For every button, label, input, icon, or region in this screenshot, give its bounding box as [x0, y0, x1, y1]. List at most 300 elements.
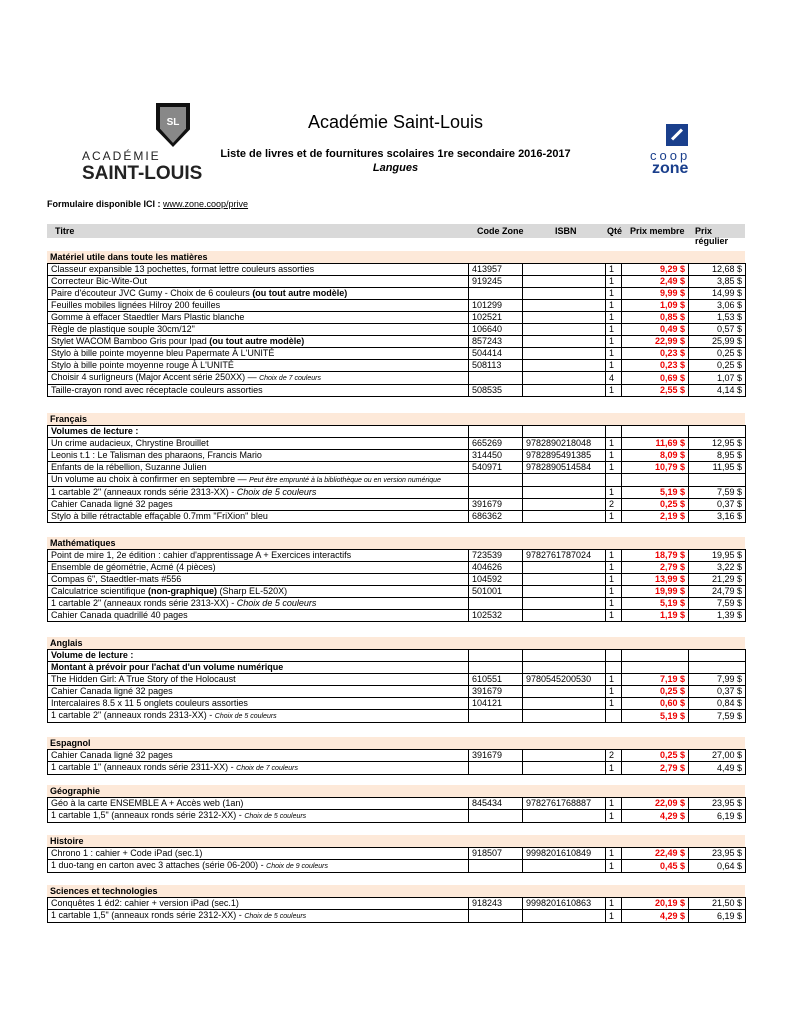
- section-title: Anglais: [47, 637, 745, 649]
- item-regular-price: 0,25 $: [689, 348, 746, 360]
- item-member-price: 9,99 $: [622, 288, 689, 300]
- item-code: 665269: [469, 438, 523, 450]
- item-regular-price: 1,07 $: [689, 372, 746, 385]
- table-row: [48, 762, 746, 775]
- item-member-price: 0,60 $: [622, 698, 689, 710]
- item-member-price: 2,55 $: [622, 385, 689, 397]
- item-code: 508535: [469, 385, 523, 397]
- item-member-price: [622, 650, 689, 662]
- item-qty: 1: [606, 610, 622, 622]
- item-isbn: [523, 511, 606, 523]
- item-member-price: 20,19 $: [622, 898, 689, 910]
- table-row: [48, 750, 746, 762]
- item-isbn: [523, 276, 606, 288]
- item-qty: 1: [606, 686, 622, 698]
- item-title: Volume de lecture :: [48, 650, 469, 662]
- item-qty: 1: [606, 385, 622, 397]
- item-qty: 1: [606, 312, 622, 324]
- coop-word: coop: [650, 148, 691, 163]
- table-row: [48, 487, 746, 499]
- item-title: Cahier Canada quadrillé 40 pages: [48, 610, 469, 622]
- item-code: [469, 372, 523, 385]
- item-code: 845434: [469, 798, 523, 810]
- item-isbn: [523, 562, 606, 574]
- section-title: Géographie: [47, 785, 745, 797]
- table-row: [48, 348, 746, 360]
- section: [47, 537, 745, 622]
- item-member-price: 2,79 $: [622, 562, 689, 574]
- item-title: Un crime audacieux, Chrystine Brouillet: [48, 438, 469, 450]
- page-subtitle: Liste de livres et de fournitures scolaires 1re secondaire 2016-2017: [220, 148, 571, 160]
- item-title: Ensemble de géométrie, Acmé (4 pièces): [48, 562, 469, 574]
- item-qty: 1: [606, 574, 622, 586]
- zone-word: zone: [652, 160, 689, 177]
- item-qty: 1: [606, 848, 622, 860]
- items-table: [47, 549, 746, 622]
- item-isbn: [523, 499, 606, 511]
- item-regular-price: 3,16 $: [689, 511, 746, 523]
- items-table: [47, 749, 746, 775]
- table-row: [48, 550, 746, 562]
- item-regular-price: 14,99 $: [689, 288, 746, 300]
- item-isbn: 9782890218048: [523, 438, 606, 450]
- item-regular-price: 4,49 $: [689, 762, 746, 775]
- item-title: 1 cartable 2" (anneaux ronds série 2313-XX) - Choix de 5 couleurs: [48, 598, 469, 610]
- item-title: Stylo à bille rétractable effaçable 0.7mm "FriXion" bleu: [48, 511, 469, 523]
- item-member-price: 13,99 $: [622, 574, 689, 586]
- item-regular-price: 7,99 $: [689, 674, 746, 686]
- item-qty: 1: [606, 586, 622, 598]
- col-code: Code Zone: [477, 226, 524, 236]
- item-member-price: 22,49 $: [622, 848, 689, 860]
- item-code: 391679: [469, 686, 523, 698]
- table-row: [48, 910, 746, 923]
- item-regular-price: [689, 474, 746, 487]
- section: [47, 737, 745, 775]
- item-isbn: [523, 610, 606, 622]
- table-row: [48, 674, 746, 686]
- item-regular-price: 4,14 $: [689, 385, 746, 397]
- item-title: 1 cartable 1,5" (anneaux ronds série 2312-XX) - Choix de 5 couleurs: [48, 910, 469, 923]
- item-title: Gomme à effacer Staedtler Mars Plastic blanche: [48, 312, 469, 324]
- items-table: [47, 649, 746, 723]
- item-qty: 1: [606, 288, 622, 300]
- item-regular-price: 7,59 $: [689, 487, 746, 499]
- table-row: [48, 574, 746, 586]
- table-row: [48, 264, 746, 276]
- item-code: 314450: [469, 450, 523, 462]
- item-qty: 1: [606, 860, 622, 873]
- item-member-price: 2,49 $: [622, 276, 689, 288]
- item-isbn: [523, 686, 606, 698]
- item-code: 391679: [469, 499, 523, 511]
- item-member-price: 22,99 $: [622, 336, 689, 348]
- form-link[interactable]: www.zone.coop/prive: [163, 199, 249, 209]
- item-regular-price: 12,95 $: [689, 438, 746, 450]
- item-qty: 1: [606, 762, 622, 775]
- page-subtitle-langues: Langues: [372, 162, 419, 174]
- table-row: [48, 426, 746, 438]
- item-qty: 1: [606, 910, 622, 923]
- table-row: [48, 300, 746, 312]
- item-title: Feuilles mobiles lignées Hilroy 200 feuilles: [48, 300, 469, 312]
- item-member-price: 0,45 $: [622, 860, 689, 873]
- item-code: 918507: [469, 848, 523, 860]
- section-title: Mathématiques: [47, 537, 745, 549]
- table-row: [48, 462, 746, 474]
- item-title: Montant à prévoir pour l'achat d'un volume numérique: [48, 662, 469, 674]
- item-title: 1 duo-tang en carton avec 3 attaches (série 06-200) - Choix de 9 couleurs: [48, 860, 469, 873]
- item-qty: 1: [606, 450, 622, 462]
- item-regular-price: 23,95 $: [689, 848, 746, 860]
- item-code: [469, 762, 523, 775]
- item-regular-price: 8,95 $: [689, 450, 746, 462]
- table-header: [47, 224, 745, 246]
- table-row: [48, 698, 746, 710]
- item-qty: 1: [606, 300, 622, 312]
- item-code: [469, 710, 523, 723]
- item-code: 391679: [469, 750, 523, 762]
- item-regular-price: 23,95 $: [689, 798, 746, 810]
- col-prix-membre: Prix membre: [630, 226, 685, 236]
- item-member-price: 0,69 $: [622, 372, 689, 385]
- item-qty: 2: [606, 750, 622, 762]
- item-member-price: 18,79 $: [622, 550, 689, 562]
- item-code: [469, 598, 523, 610]
- section-title: Histoire: [47, 835, 745, 847]
- item-isbn: [523, 487, 606, 499]
- table-row: [48, 450, 746, 462]
- item-title: Enfants de la rébellion, Suzanne Julien: [48, 462, 469, 474]
- item-regular-price: 27,00 $: [689, 750, 746, 762]
- item-qty: 1: [606, 511, 622, 523]
- item-member-price: 0,25 $: [622, 499, 689, 511]
- item-isbn: [523, 426, 606, 438]
- item-qty: 1: [606, 898, 622, 910]
- table-row: [48, 798, 746, 810]
- section: [47, 637, 745, 723]
- col-prix-regulier: Prix régulier: [695, 226, 729, 246]
- item-code: [469, 288, 523, 300]
- item-isbn: [523, 385, 606, 397]
- table-row: [48, 511, 746, 523]
- item-isbn: [523, 860, 606, 873]
- item-regular-price: 21,29 $: [689, 574, 746, 586]
- col-titre: Titre: [55, 226, 75, 236]
- table-row: [48, 710, 746, 723]
- item-title: Un volume au choix à confirmer en septembre — Peut être emprunté à la bibliothèque ou en version numérique: [48, 474, 469, 487]
- item-isbn: 9782890514584: [523, 462, 606, 474]
- table-row: [48, 385, 746, 397]
- item-qty: 1: [606, 336, 622, 348]
- item-title: Volumes de lecture :: [48, 426, 469, 438]
- item-regular-price: 0,25 $: [689, 360, 746, 372]
- item-qty: 1: [606, 674, 622, 686]
- item-title: Stylo à bille pointe moyenne bleu Papermate À L'UNITÉ: [48, 348, 469, 360]
- table-row: [48, 324, 746, 336]
- item-code: [469, 487, 523, 499]
- item-isbn: [523, 710, 606, 723]
- item-isbn: [523, 650, 606, 662]
- form-label: Formulaire disponible ICI :: [47, 199, 164, 209]
- item-title: 1 cartable 1" (anneaux ronds série 2311-XX) - Choix de 7 couleurs: [48, 762, 469, 775]
- item-qty: [606, 710, 622, 723]
- item-code: 404626: [469, 562, 523, 574]
- items-table: [47, 425, 746, 523]
- item-title: Chrono 1 : cahier + Code iPad (sec.1): [48, 848, 469, 860]
- logo-name: SAINT-LOUIS: [82, 163, 203, 184]
- item-regular-price: 6,19 $: [689, 910, 746, 923]
- item-code: 102532: [469, 610, 523, 622]
- item-title: Taille-crayon rond avec réceptacle couleurs assorties: [48, 385, 469, 397]
- item-code: 504414: [469, 348, 523, 360]
- item-title: Cahier Canada ligné 32 pages: [48, 686, 469, 698]
- item-title: Paire d'écouteur JVC Gumy - Choix de 6 couleurs (ou tout autre modèle): [48, 288, 469, 300]
- item-isbn: 9780545200530: [523, 674, 606, 686]
- item-regular-price: 0,57 $: [689, 324, 746, 336]
- item-code: 102521: [469, 312, 523, 324]
- item-qty: 1: [606, 462, 622, 474]
- item-qty: 4: [606, 372, 622, 385]
- item-member-price: 19,99 $: [622, 586, 689, 598]
- item-isbn: [523, 474, 606, 487]
- item-code: 101299: [469, 300, 523, 312]
- item-isbn: [523, 910, 606, 923]
- item-title: Stylo à bille pointe moyenne rouge À L'UNITÉ: [48, 360, 469, 372]
- item-isbn: 9998201610863: [523, 898, 606, 910]
- item-regular-price: [689, 426, 746, 438]
- item-isbn: 9782761787024: [523, 550, 606, 562]
- item-qty: 1: [606, 562, 622, 574]
- item-code: 723539: [469, 550, 523, 562]
- table-row: [48, 898, 746, 910]
- logo-word: ACADÉMIE: [82, 149, 161, 163]
- item-member-price: 0,49 $: [622, 324, 689, 336]
- item-code: 501001: [469, 586, 523, 598]
- item-isbn: [523, 348, 606, 360]
- item-isbn: [523, 360, 606, 372]
- item-regular-price: 0,37 $: [689, 686, 746, 698]
- item-qty: [606, 650, 622, 662]
- item-qty: 1: [606, 276, 622, 288]
- item-regular-price: 6,19 $: [689, 810, 746, 823]
- item-member-price: 10,79 $: [622, 462, 689, 474]
- items-table: [47, 797, 746, 823]
- item-code: 857243: [469, 336, 523, 348]
- item-title: Stylet WACOM Bamboo Gris pour Ipad (ou tout autre modèle): [48, 336, 469, 348]
- item-code: [469, 426, 523, 438]
- item-code: [469, 810, 523, 823]
- item-qty: 1: [606, 348, 622, 360]
- item-isbn: [523, 762, 606, 775]
- item-code: [469, 650, 523, 662]
- item-qty: 1: [606, 550, 622, 562]
- item-title: Classeur expansible 13 pochettes, format lettre couleurs assorties: [48, 264, 469, 276]
- item-title: Géo à la carte ENSEMBLE A + Accès web (1an): [48, 798, 469, 810]
- item-regular-price: 3,06 $: [689, 300, 746, 312]
- item-title: Calculatrice scientifique (non-graphique) (Sharp EL-520X): [48, 586, 469, 598]
- item-isbn: [523, 598, 606, 610]
- items-table: [47, 847, 746, 873]
- table-row: [48, 586, 746, 598]
- item-member-price: 0,25 $: [622, 686, 689, 698]
- item-isbn: [523, 662, 606, 674]
- table-row: [48, 650, 746, 662]
- item-code: 919245: [469, 276, 523, 288]
- item-member-price: [622, 474, 689, 487]
- item-isbn: [523, 586, 606, 598]
- item-member-price: 5,19 $: [622, 598, 689, 610]
- item-qty: 2: [606, 499, 622, 511]
- item-title: Choisir 4 surligneurs (Major Accent série 250XX) — Choix de 7 couleurs: [48, 372, 469, 385]
- table-row: [48, 312, 746, 324]
- item-title: Leonis t.1 : Le Talisman des pharaons, Francis Mario: [48, 450, 469, 462]
- table-row: [48, 438, 746, 450]
- col-qte: Qté: [607, 226, 623, 236]
- item-isbn: [523, 300, 606, 312]
- item-code: 540971: [469, 462, 523, 474]
- item-title: 1 cartable 2" (anneaux ronds 2313-XX) - Choix de 5 couleurs: [48, 710, 469, 723]
- section-title: Matériel utile dans toute les matières: [47, 251, 745, 263]
- item-regular-price: 3,85 $: [689, 276, 746, 288]
- item-qty: 1: [606, 324, 622, 336]
- item-code: [469, 860, 523, 873]
- item-qty: 1: [606, 598, 622, 610]
- item-isbn: [523, 574, 606, 586]
- table-row: [48, 336, 746, 348]
- item-title: Règle de plastique souple 30cm/12": [48, 324, 469, 336]
- item-title: Conquêtes 1 éd2: cahier + version iPad (sec.1): [48, 898, 469, 910]
- item-regular-price: 7,59 $: [689, 598, 746, 610]
- item-regular-price: 0,84 $: [689, 698, 746, 710]
- item-member-price: 4,29 $: [622, 810, 689, 823]
- item-title: Cahier Canada ligné 32 pages: [48, 750, 469, 762]
- item-isbn: 9782761768887: [523, 798, 606, 810]
- item-title: Point de mire 1, 2e édition : cahier d'apprentissage A + Exercices interactifs: [48, 550, 469, 562]
- item-isbn: [523, 372, 606, 385]
- item-qty: [606, 426, 622, 438]
- item-code: 104592: [469, 574, 523, 586]
- item-title: Correcteur Bic-Wite-Out: [48, 276, 469, 288]
- item-isbn: 9998201610849: [523, 848, 606, 860]
- form-line: [47, 199, 248, 209]
- item-member-price: 1,19 $: [622, 610, 689, 622]
- item-isbn: [523, 810, 606, 823]
- item-code: 106640: [469, 324, 523, 336]
- table-row: [48, 360, 746, 372]
- item-qty: 1: [606, 810, 622, 823]
- item-code: 610551: [469, 674, 523, 686]
- item-regular-price: 24,79 $: [689, 586, 746, 598]
- item-regular-price: 1,39 $: [689, 610, 746, 622]
- section-title: Français: [47, 413, 745, 425]
- table-row: [48, 848, 746, 860]
- item-isbn: [523, 312, 606, 324]
- item-code: 413957: [469, 264, 523, 276]
- section-title: Espagnol: [47, 737, 745, 749]
- item-member-price: 0,23 $: [622, 348, 689, 360]
- item-title: 1 cartable 2" (anneaux ronds série 2313-XX) - Choix de 5 couleurs: [48, 487, 469, 499]
- item-regular-price: 0,64 $: [689, 860, 746, 873]
- item-title: Intercalaires 8.5 x 11 5 onglets couleurs assorties: [48, 698, 469, 710]
- item-qty: 1: [606, 798, 622, 810]
- item-member-price: 0,23 $: [622, 360, 689, 372]
- item-regular-price: 25,99 $: [689, 336, 746, 348]
- table-row: [48, 810, 746, 823]
- item-code: 104121: [469, 698, 523, 710]
- item-regular-price: [689, 662, 746, 674]
- table-row: [48, 276, 746, 288]
- item-regular-price: 21,50 $: [689, 898, 746, 910]
- item-member-price: 1,09 $: [622, 300, 689, 312]
- item-member-price: [622, 426, 689, 438]
- item-regular-price: [689, 650, 746, 662]
- section: [47, 785, 745, 823]
- item-member-price: 7,19 $: [622, 674, 689, 686]
- item-title: The Hidden Girl: A True Story of the Holocaust: [48, 674, 469, 686]
- section: [47, 413, 745, 523]
- item-regular-price: 7,59 $: [689, 710, 746, 723]
- section: [47, 885, 745, 923]
- item-member-price: 0,25 $: [622, 750, 689, 762]
- table-row: [48, 860, 746, 873]
- item-qty: 1: [606, 438, 622, 450]
- item-member-price: 8,09 $: [622, 450, 689, 462]
- table-row: [48, 474, 746, 487]
- item-isbn: [523, 750, 606, 762]
- item-code: 686362: [469, 511, 523, 523]
- section: [47, 835, 745, 873]
- table-row: [48, 610, 746, 622]
- item-member-price: 2,79 $: [622, 762, 689, 775]
- table-row: [48, 686, 746, 698]
- item-member-price: 4,29 $: [622, 910, 689, 923]
- item-qty: [606, 474, 622, 487]
- item-regular-price: 19,95 $: [689, 550, 746, 562]
- table-row: [48, 562, 746, 574]
- item-member-price: 9,29 $: [622, 264, 689, 276]
- item-title: 1 cartable 1,5" (anneaux ronds série 2312-XX) - Choix de 5 couleurs: [48, 810, 469, 823]
- items-table: [47, 897, 746, 923]
- item-regular-price: 3,22 $: [689, 562, 746, 574]
- item-isbn: [523, 698, 606, 710]
- item-regular-price: 11,95 $: [689, 462, 746, 474]
- item-isbn: 9782895491385: [523, 450, 606, 462]
- item-code: [469, 474, 523, 487]
- item-member-price: 5,19 $: [622, 487, 689, 499]
- item-regular-price: 0,37 $: [689, 499, 746, 511]
- item-member-price: 22,09 $: [622, 798, 689, 810]
- item-regular-price: 12,68 $: [689, 264, 746, 276]
- item-member-price: [622, 662, 689, 674]
- item-qty: 1: [606, 698, 622, 710]
- item-member-price: 2,19 $: [622, 511, 689, 523]
- item-code: [469, 910, 523, 923]
- item-qty: 1: [606, 487, 622, 499]
- item-isbn: [523, 288, 606, 300]
- section-title: Sciences et technologies: [47, 885, 745, 897]
- item-title: Compas 6", Staedtler-mats #556: [48, 574, 469, 586]
- table-row: [48, 288, 746, 300]
- item-member-price: 0,85 $: [622, 312, 689, 324]
- item-member-price: 11,69 $: [622, 438, 689, 450]
- item-title: Cahier Canada ligné 32 pages: [48, 499, 469, 511]
- page-title: Académie Saint-Louis: [307, 112, 484, 132]
- item-code: 918243: [469, 898, 523, 910]
- item-code: 508113: [469, 360, 523, 372]
- item-regular-price: 1,53 $: [689, 312, 746, 324]
- item-qty: 1: [606, 360, 622, 372]
